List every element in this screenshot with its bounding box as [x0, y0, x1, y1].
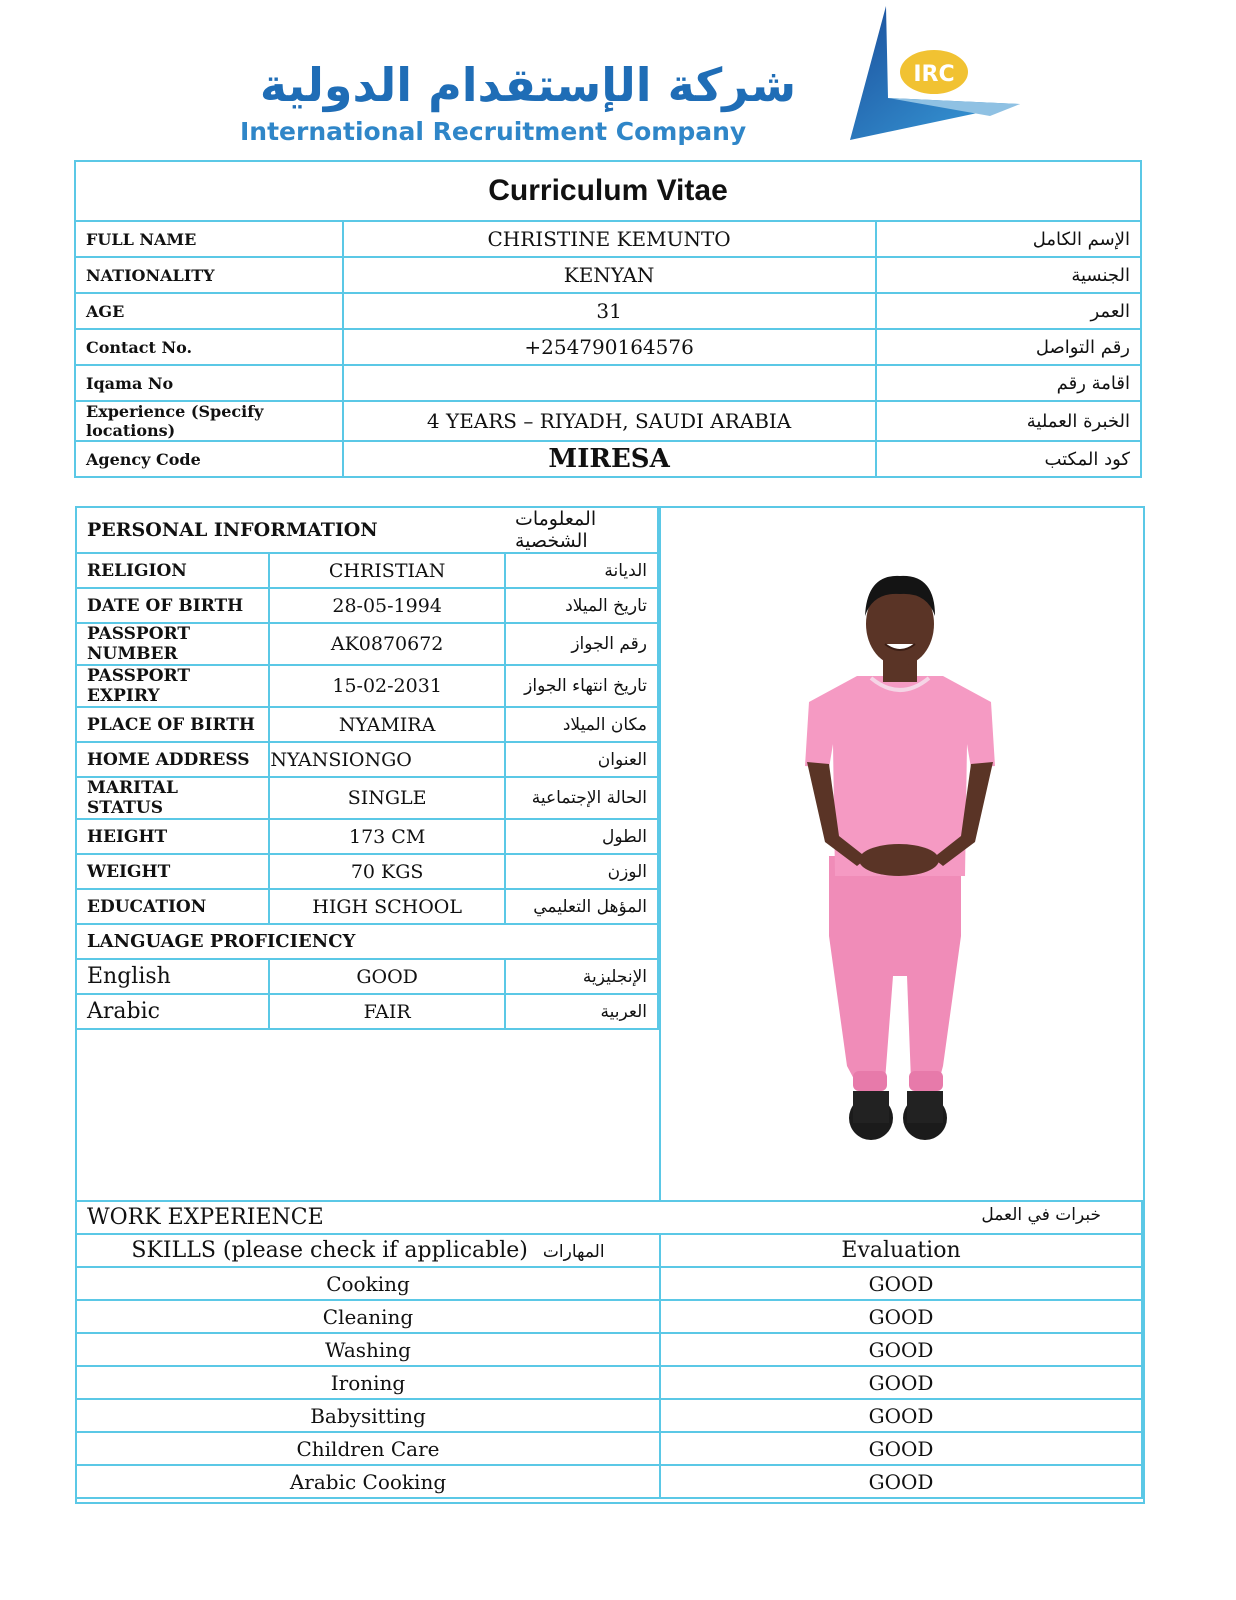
- field-label: Agency Code: [75, 441, 343, 477]
- field-label-arabic: تاريخ الميلاد: [505, 588, 658, 623]
- logo-badge: IRC: [913, 62, 955, 87]
- field-value: +254790164576: [343, 329, 876, 365]
- skill-evaluation: GOOD: [660, 1465, 1142, 1498]
- skill-name: Cooking: [76, 1267, 660, 1300]
- work-experience-table: [75, 1200, 1143, 1499]
- field-value: 31: [343, 293, 876, 329]
- work-experience-title-arabic: خبرات في العمل: [981, 1205, 1101, 1225]
- language-label: Arabic: [76, 994, 269, 1029]
- field-label: PASSPORT EXPIRY: [76, 665, 269, 707]
- field-value: [343, 365, 876, 401]
- work-experience-heading: [76, 1201, 1142, 1234]
- table-row: [75, 329, 1141, 365]
- skill-evaluation: GOOD: [660, 1399, 1142, 1432]
- field-label-arabic: مكان الميلاد: [505, 707, 658, 742]
- table-row: [75, 365, 1141, 401]
- skills-column-header: [76, 1234, 660, 1267]
- table-row: [76, 777, 658, 819]
- table-row: [76, 1267, 1142, 1300]
- field-label-arabic: العمر: [876, 293, 1141, 329]
- field-label: DATE OF BIRTH: [76, 588, 269, 623]
- field-label: NATIONALITY: [75, 257, 343, 293]
- logo-english-name: International Recruitment Company: [240, 117, 747, 146]
- table-row: [76, 889, 658, 924]
- field-label-arabic: الديانة: [505, 553, 658, 588]
- field-value: SINGLE: [269, 777, 505, 819]
- personal-info-table: [75, 506, 659, 1030]
- table-row: [76, 1465, 1142, 1498]
- field-label: FULL NAME: [75, 221, 343, 257]
- table-row: [76, 707, 658, 742]
- section-header: [76, 1201, 1142, 1234]
- table-row: [76, 994, 658, 1029]
- table-row: [76, 1333, 1142, 1366]
- table-row: [76, 623, 658, 665]
- field-label: HEIGHT: [76, 819, 269, 854]
- language-label-arabic: العربية: [505, 994, 658, 1029]
- section-header: [76, 924, 658, 959]
- field-label: Iqama No: [75, 365, 343, 401]
- skill-evaluation: GOOD: [660, 1267, 1142, 1300]
- field-value: KENYAN: [343, 257, 876, 293]
- language-proficiency-heading: LANGUAGE PROFICIENCY: [76, 924, 658, 959]
- table-row: [76, 665, 658, 707]
- field-label-arabic: المؤهل التعليمي: [505, 889, 658, 924]
- field-label: EDUCATION: [76, 889, 269, 924]
- field-label-arabic: رقم التواصل: [876, 329, 1141, 365]
- field-value: 70 KGS: [269, 854, 505, 889]
- photo-column: [659, 506, 1143, 1200]
- field-label-arabic: الخبرة العملية: [876, 401, 1141, 441]
- field-value: 4 YEARS – RIYADH, SAUDI ARABIA: [343, 401, 876, 441]
- page-title: Curriculum Vitae: [75, 161, 1141, 221]
- skill-name: Arabic Cooking: [76, 1465, 660, 1498]
- table-row: [75, 293, 1141, 329]
- field-label-arabic: العنوان: [505, 742, 658, 777]
- field-label-arabic: الجنسية: [876, 257, 1141, 293]
- field-label-arabic: الإسم الكامل: [876, 221, 1141, 257]
- skill-evaluation: GOOD: [660, 1300, 1142, 1333]
- candidate-photo: [661, 506, 1143, 1200]
- field-label: MARITAL STATUS: [76, 777, 269, 819]
- field-value: HIGH SCHOOL: [269, 889, 505, 924]
- table-row: [75, 441, 1141, 477]
- skill-name: Washing: [76, 1333, 660, 1366]
- field-label-arabic: تاريخ انتهاء الجواز: [505, 665, 658, 707]
- table-row: [76, 1432, 1142, 1465]
- field-label: RELIGION: [76, 553, 269, 588]
- work-experience-title: WORK EXPERIENCE: [87, 1205, 324, 1230]
- skill-name: Cleaning: [76, 1300, 660, 1333]
- field-label-arabic: الحالة الإجتماعية: [505, 777, 658, 819]
- field-label: PASSPORT NUMBER: [76, 623, 269, 665]
- language-level: GOOD: [269, 959, 505, 994]
- skill-name: Children Care: [76, 1432, 660, 1465]
- table-row: [76, 588, 658, 623]
- table-row: [75, 401, 1141, 441]
- personal-info-heading: PERSONAL INFORMATION: [76, 507, 505, 553]
- table-row: [76, 959, 658, 994]
- section-header: [76, 507, 658, 553]
- skill-evaluation: GOOD: [660, 1432, 1142, 1465]
- field-value: NYAMIRA: [269, 707, 505, 742]
- table-row: [76, 742, 658, 777]
- field-label: Contact No.: [75, 329, 343, 365]
- field-label: Experience (Specify locations): [75, 401, 343, 441]
- field-label: PLACE OF BIRTH: [76, 707, 269, 742]
- field-value: AK0870672: [269, 623, 505, 665]
- field-label: WEIGHT: [76, 854, 269, 889]
- table-row: [76, 553, 658, 588]
- field-label: HOME ADDRESS: [76, 742, 269, 777]
- cv-summary-table: [74, 160, 1142, 478]
- language-label-arabic: الإنجليزية: [505, 959, 658, 994]
- field-value: NYANSIONGO: [269, 742, 505, 777]
- agency-code-value: MIRESA: [343, 441, 876, 477]
- language-label: English: [76, 959, 269, 994]
- skill-name: Babysitting: [76, 1399, 660, 1432]
- language-level: FAIR: [269, 994, 505, 1029]
- skill-evaluation: GOOD: [660, 1366, 1142, 1399]
- company-logo-icon: [830, 0, 1040, 156]
- field-value: 28-05-1994: [269, 588, 505, 623]
- table-row: [76, 819, 658, 854]
- skill-name: Ironing: [76, 1366, 660, 1399]
- field-value: 15-02-2031: [269, 665, 505, 707]
- personal-info-heading-arabic: المعلومات الشخصية: [505, 507, 658, 553]
- field-label-arabic: الطول: [505, 819, 658, 854]
- field-label-arabic: الوزن: [505, 854, 658, 889]
- table-row: [76, 1399, 1142, 1432]
- table-row: [76, 854, 658, 889]
- skill-evaluation: GOOD: [660, 1333, 1142, 1366]
- field-label-arabic: كود المكتب: [876, 441, 1141, 477]
- evaluation-column-header: Evaluation: [660, 1234, 1142, 1267]
- field-label: AGE: [75, 293, 343, 329]
- field-value: CHRISTINE KEMUNTO: [343, 221, 876, 257]
- field-label-arabic: اقامة رقم: [876, 365, 1141, 401]
- skills-header-label: SKILLS (please check if applicable): [131, 1238, 528, 1263]
- table-row: [76, 1366, 1142, 1399]
- table-row: [75, 257, 1141, 293]
- table-row: [76, 1300, 1142, 1333]
- table-header: [76, 1234, 1142, 1267]
- field-label-arabic: رقم الجواز: [505, 623, 658, 665]
- field-value: 173 CM: [269, 819, 505, 854]
- field-value: CHRISTIAN: [269, 553, 505, 588]
- table-row: [75, 221, 1141, 257]
- skills-header-arabic: المهارات: [542, 1242, 605, 1262]
- logo-arabic-name: شركة الإستقدام الدولية: [259, 58, 797, 112]
